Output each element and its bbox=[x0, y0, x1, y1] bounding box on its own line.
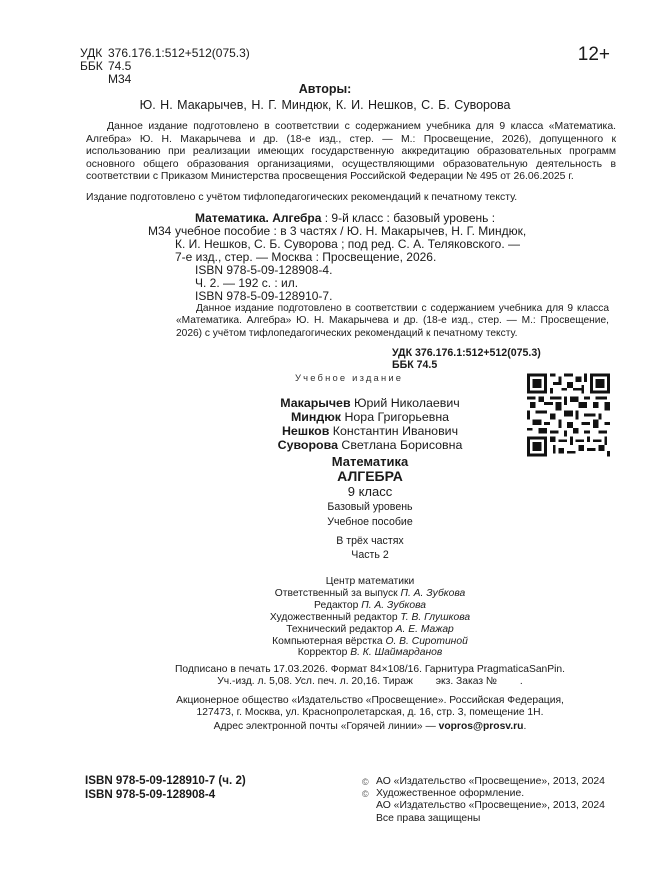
rights-reserved: Все права защищены bbox=[376, 812, 481, 824]
copyright-line-2: Художественное оформление. bbox=[376, 788, 525, 800]
credit-line: Художественный редактор Т. В. Глушкова bbox=[269, 611, 471, 623]
approval-notice bbox=[86, 121, 616, 184]
catalog-title: Математика. Алгебра bbox=[195, 211, 322, 225]
udk-label: УДК bbox=[80, 46, 103, 60]
authors-list: Ю. Н. Макарычев, Н. Г. Миндюк, К. И. Нешков, С. Б. Суворова bbox=[139, 98, 511, 112]
catalog-line-1 bbox=[195, 211, 607, 225]
edition-label: Учебное издание bbox=[295, 372, 404, 383]
udk-value: 376.176.1:512+512(075.3) bbox=[108, 46, 250, 60]
catalog-note-text: Данное издание подготовлено в соответствии с содержанием учебника для 9 класса «Математика. Алгебра» Ю. Н. Макарычева и др. (18-е изд., стер. — М.: Просвещение, 2026) с учётом тифлопедагогических рекомендаций к печатному тексту. bbox=[176, 303, 609, 339]
catalog-note bbox=[176, 303, 609, 340]
book-part: Часть 2 bbox=[351, 549, 389, 561]
udk-bold: УДК 376.176.1:512+512(075.3) bbox=[392, 347, 541, 359]
catalog-isbn-part: ISBN 978-5-09-128910-7. bbox=[195, 289, 333, 303]
credit-line: Центр математики bbox=[325, 576, 415, 587]
print-info bbox=[0, 664, 650, 689]
catalog-isbn-set: ISBN 978-5-09-128908-4. bbox=[195, 263, 333, 277]
classification-codes bbox=[80, 47, 250, 86]
author-name-3: Нешков Константин Иванович bbox=[281, 424, 459, 438]
author-name-1: Макарычев Юрий Николаевич bbox=[280, 396, 460, 410]
copyright-icon: © bbox=[362, 789, 369, 800]
author-name-4: Суворова Светлана Борисовна bbox=[277, 438, 463, 452]
catalog-codes-bold bbox=[392, 347, 541, 372]
catalog-line-1-rest: : 9-й класс : базовый уровень : bbox=[321, 211, 496, 225]
catalog-line-4: 7-е изд., стер. — Москва : Просвещение, 2026. bbox=[175, 250, 437, 264]
copyright-block bbox=[362, 776, 605, 825]
bbk-label: ББК bbox=[80, 59, 103, 73]
book-parts: В трёх частях bbox=[336, 535, 404, 547]
tiflo-notice: Издание подготовлено с учётом тифлопедагогических рекомендаций к печатному тексту. bbox=[86, 192, 518, 203]
print-line-2: Уч.-изд. л. 5,08. Усл. печ. л. 20,16. Тираж экз. Заказ № . bbox=[217, 676, 523, 688]
isbn-part: ISBN 978-5-09-128910-7 (ч. 2) bbox=[85, 774, 246, 787]
catalog-part-pages: Ч. 2. — 192 с. : ил. bbox=[195, 276, 299, 290]
hotline: Адрес электронной почты «Горячей линии» — vopros@prosv.ru. bbox=[213, 721, 527, 732]
publisher-line-1: Акционерное общество «Издательство «Просвещение». Российская Федерация, bbox=[176, 695, 564, 706]
hotline-email-link[interactable]: vopros@prosv.ru bbox=[438, 721, 524, 732]
approval-paragraph: Данное издание подготовлено в соответствии с содержанием учебника для 9 класса «Математика. Алгебра» Ю. Н. Макарычева и др. (18-е изд., стер. — М.: Просвещение, 2026), допущенного к использованию при реализации имеющих государственную аккредитацию образовательных программ основного общего образования организациями, осуществляющими образовательную деятельность в соответствии с Приказом Министерства просвещения Российской Федерации № 495 от 26.06.2025 г. bbox=[86, 121, 616, 183]
credits bbox=[0, 576, 650, 659]
copyright-line-3: АО «Издательство «Просвещение», 2013, 2024 bbox=[376, 800, 605, 812]
credit-line: Технический редактор А. Е. Мажар bbox=[286, 623, 454, 635]
copyright-icon: © bbox=[362, 777, 369, 787]
book-kind: Учебное пособие bbox=[327, 516, 413, 528]
book-title: АЛГЕБРА bbox=[337, 468, 403, 484]
catalog-line-3: К. И. Нешков, С. Б. Суворова ; под ред. С. А. Теляковского. — bbox=[175, 237, 520, 251]
age-rating: 12+ bbox=[577, 44, 610, 65]
authors-heading: Авторы: bbox=[298, 82, 352, 96]
credit-line: Редактор П. А. Зубкова bbox=[314, 599, 426, 611]
author-mark: М34 bbox=[108, 72, 132, 86]
publisher-info bbox=[0, 695, 650, 720]
print-line-1: Подписано в печать 17.03.2026. Формат 84×108/16. Гарнитура PragmaticaSanPin. bbox=[174, 664, 566, 675]
credit-line: Корректор В. К. Шаймарданов bbox=[297, 647, 443, 659]
credit-line: Компьютерная вёрстка О. В. Сиротиной bbox=[272, 635, 468, 647]
catalog-mark: М34 bbox=[148, 224, 172, 238]
book-level: Базовый уровень bbox=[327, 501, 413, 513]
publisher-line-2: 127473, г. Москва, ул. Краснопролетарская, д. 16, стр. 3, помещение 1Н. bbox=[196, 707, 544, 719]
book-subject: Математика bbox=[331, 454, 409, 469]
hotline-label: Адрес электронной почты «Горячей линии» — bbox=[213, 721, 439, 732]
copyright-line-1: АО «Издательство «Просвещение», 2013, 2024 bbox=[376, 776, 605, 787]
catalog-line-2: учебное пособие : в 3 частях / Ю. Н. Макарычев, Н. Г. Миндюк, bbox=[175, 224, 527, 238]
bbk-bold: ББК 74.5 bbox=[392, 359, 438, 372]
credit-line: Ответственный за выпуск П. А. Зубкова bbox=[274, 587, 466, 599]
bbk-value: 74.5 bbox=[108, 59, 132, 73]
isbn-set: ISBN 978-5-09-128908-4 bbox=[85, 787, 216, 801]
book-grade: 9 класс bbox=[347, 484, 393, 499]
author-name-2: Миндюк Нора Григорьевна bbox=[290, 410, 450, 424]
isbn-block bbox=[85, 774, 246, 801]
